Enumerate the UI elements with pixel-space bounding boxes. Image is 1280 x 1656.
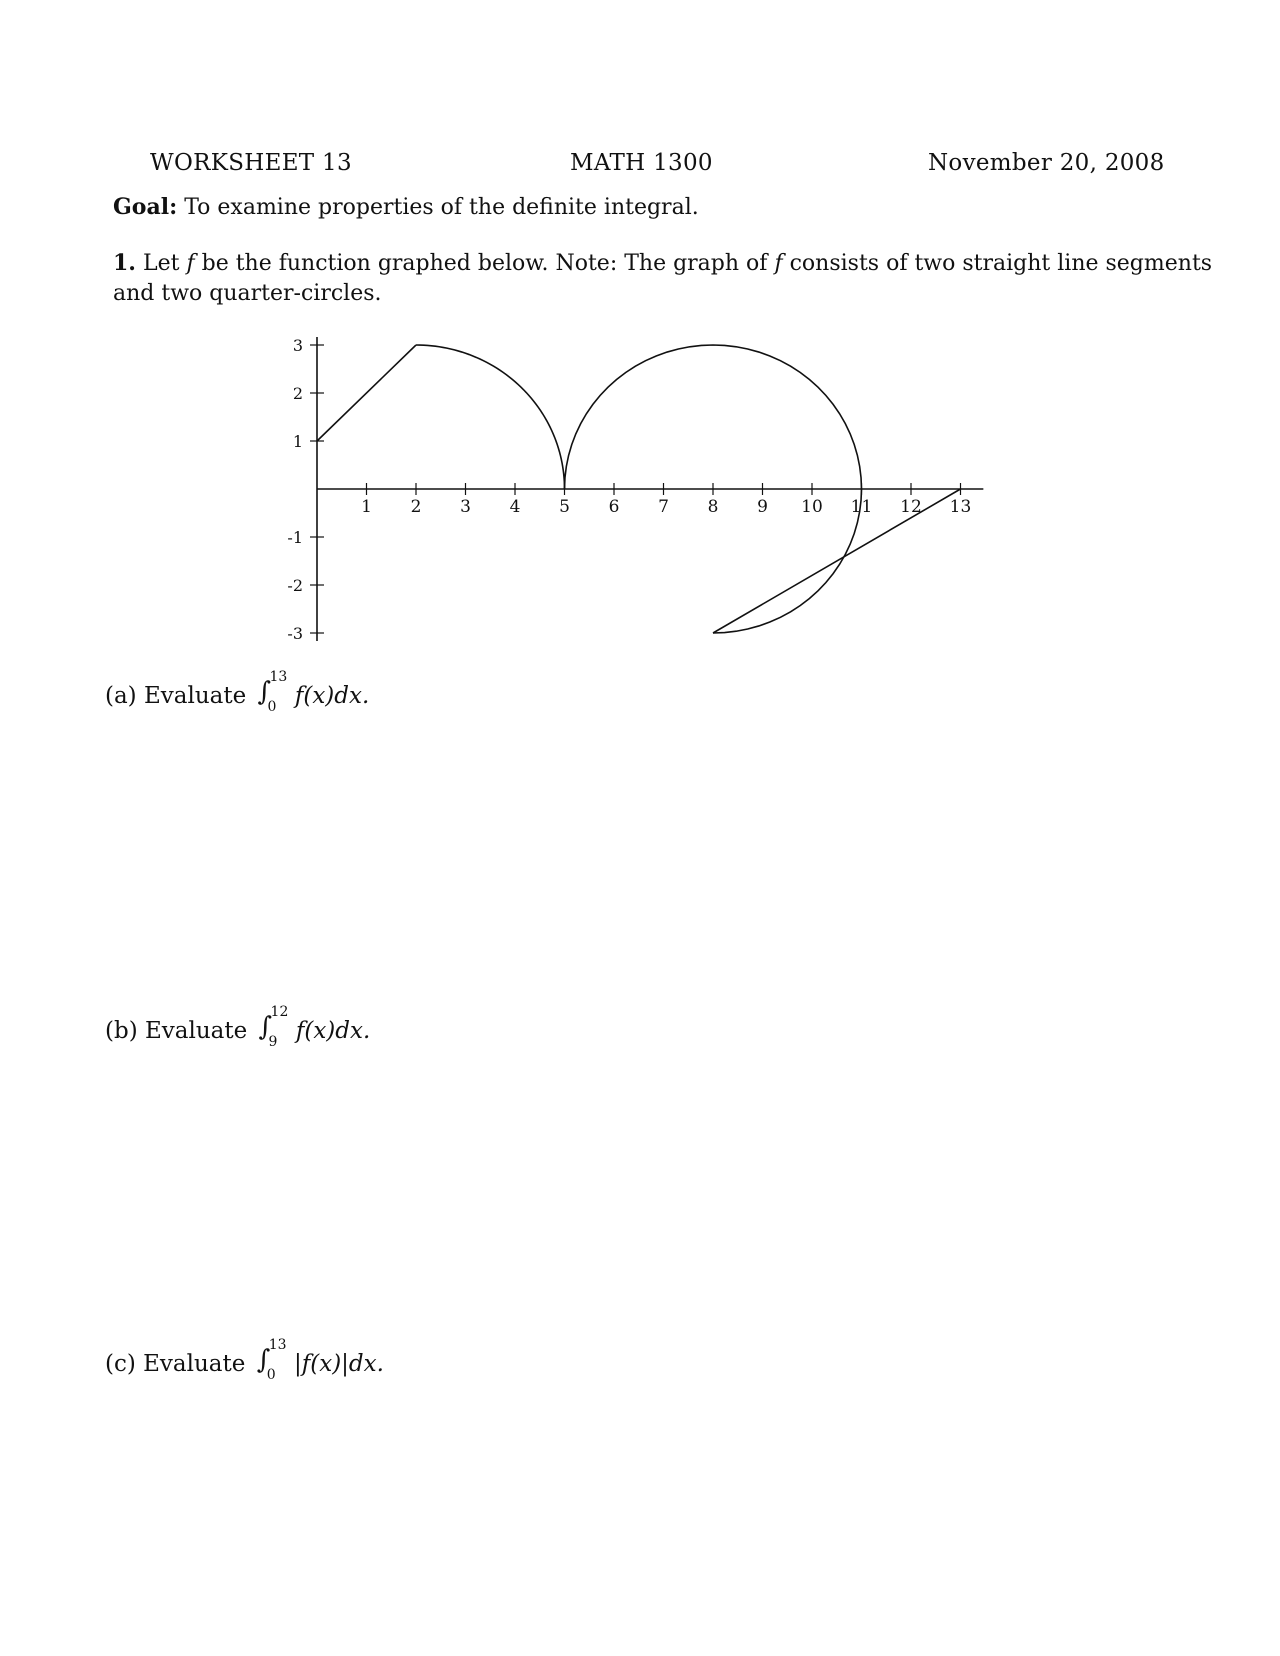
part-b-label: (b) Evaluate (105, 1018, 248, 1044)
integral-sign (254, 669, 288, 715)
part-a-label: (a) Evaluate (105, 683, 247, 709)
upper-limit: 13 (269, 669, 288, 685)
problem-text-b: be the function graphed below. Note: The graph of (201, 251, 768, 276)
lower-limit: 0 (266, 1367, 276, 1383)
integral-sign (255, 1004, 289, 1050)
problem-text-c: consists of two straight line segments (789, 251, 1213, 276)
part-c (105, 1337, 384, 1383)
y-tick-label: 3 (292, 336, 303, 355)
part-b-expression: f(x)dx. (295, 1018, 371, 1044)
graph-axes (317, 337, 983, 641)
integral-sign (253, 1337, 287, 1383)
x-tick-label: 6 (608, 497, 620, 517)
function-symbol: f (186, 251, 195, 276)
upper-limit: 12 (270, 1004, 289, 1020)
x-ticks (361, 483, 971, 517)
x-tick-label: 5 (559, 497, 570, 517)
course-code: MATH 1300 (570, 150, 713, 176)
goal-text: To examine properties of the definite integral. (184, 195, 699, 220)
lower-limit: 9 (268, 1034, 278, 1050)
y-tick-label: -2 (287, 576, 303, 595)
x-tick-label: 13 (949, 497, 972, 517)
integral-symbol: ∫ (256, 1345, 271, 1375)
integral-symbol: ∫ (257, 677, 272, 707)
part-a (105, 669, 370, 715)
graph-line-segment (713, 489, 961, 633)
y-tick-label: -3 (287, 624, 303, 643)
lower-limit: 0 (267, 699, 277, 715)
x-tick-label: 4 (509, 497, 521, 517)
problem-number: 1. (113, 250, 136, 276)
y-tick-label: 2 (292, 384, 303, 403)
x-tick-label: 10 (801, 497, 823, 517)
part-b (105, 1004, 371, 1050)
x-tick-label: 11 (850, 497, 873, 517)
integral-symbol: ∫ (258, 1012, 273, 1042)
graph-line-segment (317, 345, 416, 441)
part-c-label: (c) Evaluate (105, 1351, 246, 1377)
graph-quarter-circle (416, 345, 565, 489)
x-tick-label: 9 (757, 497, 768, 517)
x-tick-label: 1 (361, 497, 372, 517)
x-tick-label: 3 (460, 497, 471, 517)
problem-1-line-2: and two quarter-circles. (113, 281, 382, 306)
y-tick-label: 1 (292, 432, 303, 451)
x-tick-label: 2 (410, 497, 422, 517)
part-a-expression: f(x)dx. (294, 683, 370, 709)
problem-text-a: Let (142, 251, 180, 276)
x-tick-label: 12 (900, 497, 922, 517)
upper-limit: 13 (268, 1337, 287, 1353)
x-tick-label: 7 (658, 497, 669, 517)
function-symbol: f (774, 251, 783, 276)
part-c-expression: |f(x)|dx. (294, 1351, 384, 1377)
function-graph (0, 0, 1280, 660)
worksheet-date: November 20, 2008 (928, 150, 1165, 176)
worksheet-title: WORKSHEET 13 (150, 150, 352, 176)
y-tick-label: -1 (287, 528, 303, 547)
x-tick-label: 8 (707, 497, 719, 517)
goal-label: Goal: (113, 194, 178, 220)
